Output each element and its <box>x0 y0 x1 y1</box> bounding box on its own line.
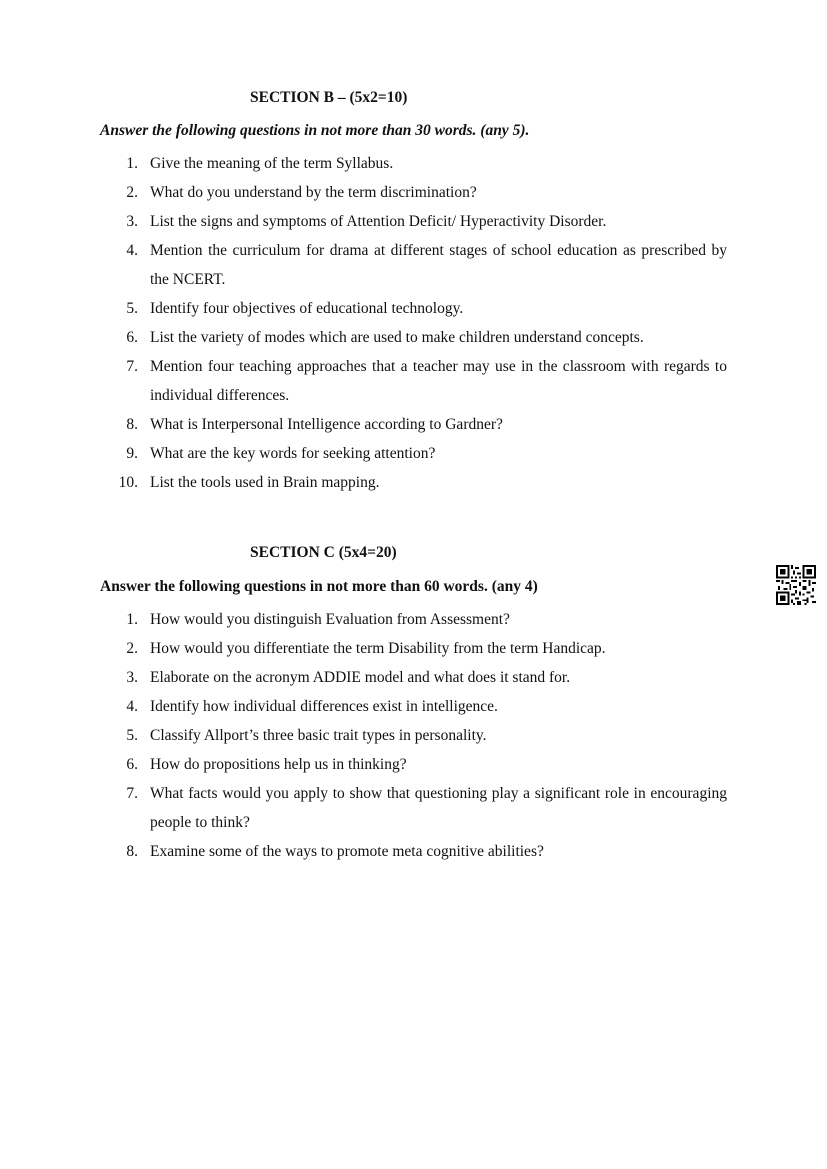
question-text: What is Interpersonal Intelligence according to Gardner? <box>150 416 503 433</box>
question-number: 4. <box>126 242 138 259</box>
question-item <box>100 207 727 236</box>
question-text: What do you understand by the term discrimination? <box>150 184 477 201</box>
question-item <box>100 750 727 779</box>
section-b-question-list <box>100 149 727 497</box>
section-c-question-list <box>100 605 727 866</box>
question-text: List the variety of modes which are used to make children understand concepts. <box>150 329 644 346</box>
question-number: 2. <box>126 640 138 657</box>
question-item <box>100 439 727 468</box>
section-c-instruction: Answer the following questions in not more than 60 words. (any 4) <box>100 578 538 595</box>
question-number: 3. <box>126 213 138 230</box>
question-text: List the tools used in Brain mapping. <box>150 474 380 491</box>
question-item <box>100 149 727 178</box>
question-item <box>100 605 727 634</box>
question-text: Mention four teaching approaches that a teacher may use in the classroom with regards to individual differences. <box>150 358 727 404</box>
question-text: Identify how individual differences exist in intelligence. <box>150 698 498 715</box>
section-b-instruction: Answer the following questions in not more than 30 words. (any 5). <box>100 122 530 139</box>
question-item <box>100 779 727 837</box>
question-number: 9. <box>126 445 138 462</box>
question-text: Identify four objectives of educational technology. <box>150 300 464 317</box>
question-number: 7. <box>126 358 138 375</box>
question-item <box>100 721 727 750</box>
question-item <box>100 837 727 866</box>
question-text: Elaborate on the acronym ADDIE model and what does it stand for. <box>150 669 571 686</box>
question-number: 10. <box>118 474 138 491</box>
question-text: What are the key words for seeking attention? <box>150 445 436 462</box>
question-text: Mention the curriculum for drama at different stages of school education as prescribed by the NCERT. <box>150 242 727 288</box>
question-number: 6. <box>126 756 138 773</box>
section-b-title: SECTION B – (5x2=10) <box>250 89 408 106</box>
question-item <box>100 692 727 721</box>
section-c-title: SECTION C (5x4=20) <box>250 544 397 561</box>
question-number: 1. <box>126 155 138 172</box>
question-number: 6. <box>126 329 138 346</box>
question-item <box>100 410 727 439</box>
question-number: 3. <box>126 669 138 686</box>
question-text: Give the meaning of the term Syllabus. <box>150 155 394 172</box>
question-text: How would you distinguish Evaluation from Assessment? <box>150 611 510 628</box>
question-number: 1. <box>126 611 138 628</box>
question-text: Classify Allport’s three basic trait types in personality. <box>150 727 487 744</box>
question-number: 2. <box>126 184 138 201</box>
question-item <box>100 178 727 207</box>
question-text: What facts would you apply to show that questioning play a significant role in encouraging people to think? <box>150 785 727 831</box>
question-text: How do propositions help us in thinking? <box>150 756 407 773</box>
question-number: 5. <box>126 727 138 744</box>
question-item <box>100 468 727 497</box>
question-text: Examine some of the ways to promote meta cognitive abilities? <box>150 843 544 860</box>
question-number: 8. <box>126 843 138 860</box>
question-number: 5. <box>126 300 138 317</box>
question-number: 8. <box>126 416 138 433</box>
question-item <box>100 236 727 294</box>
question-text: List the signs and symptoms of Attention Deficit/ Hyperactivity Disorder. <box>150 213 607 230</box>
question-item <box>100 323 727 352</box>
question-item <box>100 634 727 663</box>
qr-code-icon <box>776 565 816 605</box>
question-item <box>100 352 727 410</box>
question-number: 7. <box>126 785 138 802</box>
question-item <box>100 663 727 692</box>
question-item <box>100 294 727 323</box>
question-text: How would you differentiate the term Disability from the term Handicap. <box>150 640 606 657</box>
question-number: 4. <box>126 698 138 715</box>
